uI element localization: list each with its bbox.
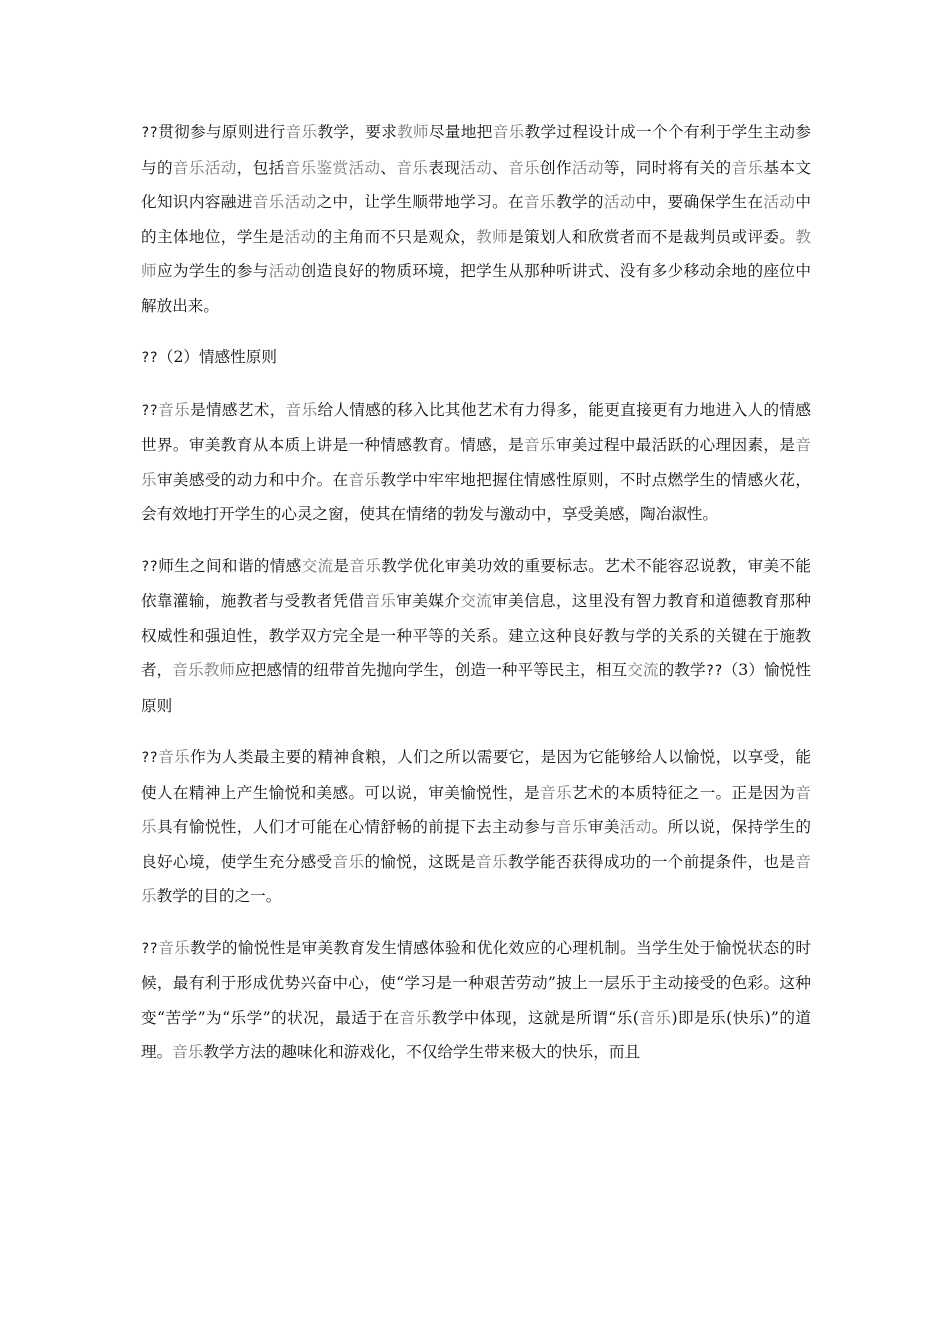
text-run: 应为学生的参与 xyxy=(156,262,269,280)
keyword-term: 音乐 xyxy=(638,1008,672,1027)
keyword-term: 音乐 xyxy=(492,123,525,141)
keyword-term: 教师 xyxy=(476,227,509,246)
paragraph-pleasure-mechanism xyxy=(141,931,811,1070)
text-run: 教学中体现，这就是所谓“乐( xyxy=(431,1008,639,1027)
paragraph-emotion-art xyxy=(141,393,811,532)
keyword-term: 音乐 xyxy=(285,123,318,141)
text-run: ，包括 xyxy=(236,158,285,177)
lead-marker: ?? xyxy=(141,125,158,141)
keyword-term: 音乐 xyxy=(524,436,556,454)
text-run: 、 xyxy=(380,158,397,177)
text-run: 基本文化知识内容融进 xyxy=(141,158,811,211)
keyword-term: 音乐 xyxy=(157,748,191,766)
keyword-term: 音乐 xyxy=(332,852,365,871)
paragraph-teacher-student-exchange xyxy=(141,549,811,724)
keyword-term: 音乐 xyxy=(731,158,764,177)
text-run: 中，要确保学生在 xyxy=(635,193,764,211)
text-run: 教学中牢牢地把握住情感性原则，不时点燃学生的情感火花，会有效地打开学生的心灵之窗，使其在情绪的勃发与激动中，享受美感，陶冶淑性。 xyxy=(141,470,811,523)
keyword-term: 教师 xyxy=(397,123,429,141)
keyword-term: 音乐 xyxy=(396,158,429,177)
keyword-term: 音乐 xyxy=(540,783,572,802)
text-run: 是情感艺术， xyxy=(190,400,286,419)
keyword-term: 交流 xyxy=(301,556,334,575)
keyword-term: 音乐 xyxy=(172,1043,204,1061)
lead-marker: ?? xyxy=(141,558,158,575)
text-run: 的主角而不只是观众， xyxy=(316,227,477,246)
keyword-term: 音乐 xyxy=(141,852,811,905)
text-run: 教学的 xyxy=(555,193,604,211)
text-run: 审美感受的动力和中介。在 xyxy=(156,470,349,489)
keyword-term: 音乐 xyxy=(285,400,318,419)
keyword-term: 音乐活动 xyxy=(252,193,317,211)
text-run: 教学方法的趣味化和游戏化，不仅给学生带来极大的快乐，而且 xyxy=(203,1043,641,1061)
paragraph-participation xyxy=(141,115,811,323)
text-run: 的教学 xyxy=(658,661,706,679)
keyword-term: 音乐 xyxy=(157,938,191,957)
text-run: 贯彻参与原则进行 xyxy=(157,123,286,141)
keyword-term: 音乐 xyxy=(364,592,397,610)
keyword-term: 活动 xyxy=(619,818,652,836)
keyword-term: 音乐 xyxy=(141,783,811,836)
keyword-term: 音乐 xyxy=(399,1008,432,1027)
text-run: 作为人类最主要的精神食粮，人们之所以需要它，是因为它能够给人以愉悦，以享受，能使人在精神上产生愉悦和美感。可以说，审美愉悦性，是 xyxy=(141,748,811,802)
keyword-term: 音乐活动 xyxy=(172,158,237,177)
text-run: 中的主体地位，学生是 xyxy=(141,193,811,246)
keyword-term: 音乐 xyxy=(508,158,540,177)
keyword-term: 音乐 xyxy=(141,436,811,489)
text-run: 教学的愉悦性是审美教育发生情感体验和优化效应的心理机制。当学生处于愉悦状态的时候，最有利于形成优势兴奋中心，使“学习是一种艰苦劳动”披上一层乐于主动接受的色彩。这种变“苦学”为“乐学”的状况，最适于在 xyxy=(141,938,811,1027)
text-run: 等，同时将有关的 xyxy=(603,158,732,177)
text-run: 。所以说，保持学生的良好心境，使学生充分感受 xyxy=(141,818,811,871)
keyword-term: 活动 xyxy=(284,227,317,246)
keyword-term: 音乐 xyxy=(476,852,509,871)
keyword-term: 音乐教师 xyxy=(172,661,236,679)
keyword-term: 教师 xyxy=(141,227,811,280)
text-run: 是策划人和欣赏者而不是裁判员或评委。 xyxy=(508,227,796,246)
text-run: 创造良好的物质环境，把学生从那种听讲式、没有多少移动余地的座位中解放出来。 xyxy=(141,262,811,315)
text-run: 艺术的本质特征之一。正是因为 xyxy=(571,783,796,802)
keyword-term: 音乐 xyxy=(157,400,191,419)
keyword-term: 活动 xyxy=(603,193,636,211)
text-run: 教学的目的之一。 xyxy=(156,887,282,905)
lead-marker: ?? xyxy=(705,663,723,679)
text-run: 给人情感的移入比其他艺术有力得多，能更直接更有力地进入人的情感世界。审美教育从本质上讲是一种情感教育。情感，是 xyxy=(141,400,811,454)
text-run: （2）情感性原则 xyxy=(157,348,277,366)
text-run: 应把感情的纽带首先抛向学生，创造一种平等民主，相互 xyxy=(235,661,628,679)
document-body xyxy=(141,115,811,1087)
keyword-term: 音乐鉴赏活动 xyxy=(284,158,381,177)
keyword-term: 音乐 xyxy=(348,470,381,489)
text-run: 教学，要求 xyxy=(317,123,398,141)
text-run: 审美媒介 xyxy=(396,592,461,610)
text-run: 是 xyxy=(333,556,350,575)
text-run: 具有愉悦性，人们才可能在心情舒畅的前提下去主动参与 xyxy=(156,818,556,836)
text-run: 教学能否获得成功的一个前提条件，也是 xyxy=(508,852,796,871)
lead-marker: ?? xyxy=(141,402,158,419)
text-run: 教学优化审美功效的重要标志。艺术不能容忍说教，审美不能依靠灌输，施教者与受教者凭借 xyxy=(141,556,811,610)
text-run: 创作 xyxy=(539,158,572,177)
keyword-term: 音乐 xyxy=(349,556,382,575)
text-run: 之中，让学生顺带地学习。在 xyxy=(316,193,525,211)
keyword-term: 活动 xyxy=(763,193,796,211)
heading-emotion-principle xyxy=(141,340,811,376)
keyword-term: 活动 xyxy=(571,158,604,177)
text-run: )即是乐(快乐)”的道理。 xyxy=(141,1008,811,1061)
text-run: 审美信息，这里没有智力教育和道德教育那种权威性和强迫性，教学双方完全是一种平等的关系。建立这种良好教与学的关系的关键在于施教者， xyxy=(141,592,811,679)
paragraph-music-pleasure xyxy=(141,740,811,914)
text-run: 教学过程设计成一个个有利于学生主动参与的 xyxy=(141,123,811,177)
text-run: 的愉悦，这既是 xyxy=(364,852,477,871)
keyword-term: 音乐 xyxy=(555,818,588,836)
lead-marker: ?? xyxy=(141,350,158,366)
text-run: 、 xyxy=(492,158,509,177)
keyword-term: 活动 xyxy=(268,262,301,280)
keyword-term: 交流 xyxy=(460,592,493,610)
lead-marker: ?? xyxy=(141,940,158,957)
text-run: （3）愉悦性原则 xyxy=(141,661,811,715)
text-run: 师生之间和谐的情感 xyxy=(157,556,302,575)
text-run: 审美过程中最活跃的心理因素，是 xyxy=(555,436,796,454)
keyword-term: 音乐 xyxy=(524,193,556,211)
text-run: 审美 xyxy=(587,818,620,836)
keyword-term: 交流 xyxy=(627,661,659,679)
keyword-term: 活动 xyxy=(460,158,493,177)
text-run: 表现 xyxy=(428,158,461,177)
lead-marker: ?? xyxy=(141,750,158,766)
text-run: 尽量地把 xyxy=(428,123,493,141)
